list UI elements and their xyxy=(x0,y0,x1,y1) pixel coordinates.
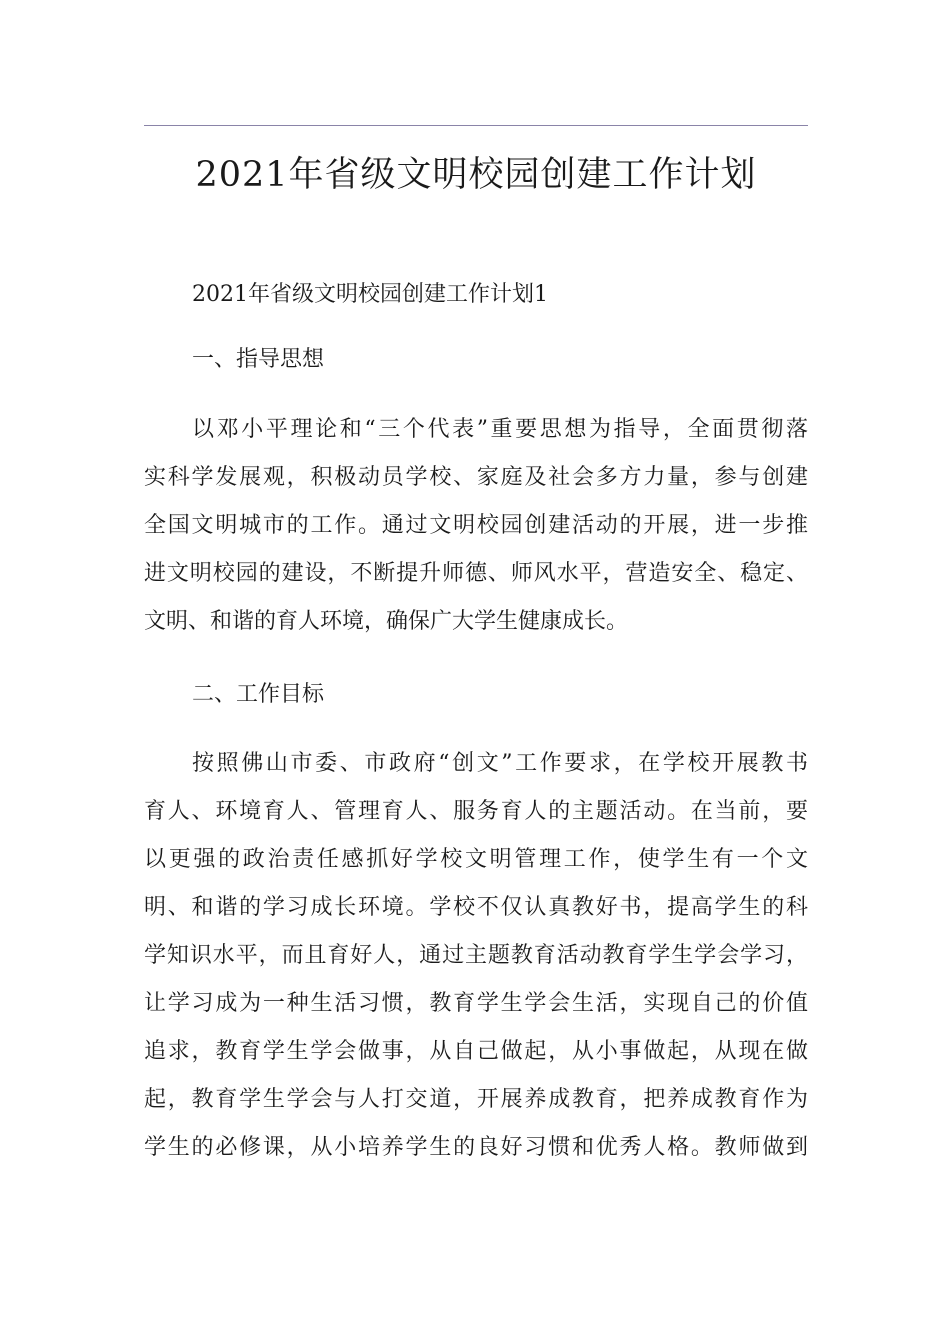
paragraph-line: 学知识水平，而且育好人，通过主题教育活动教育学生学会学习， xyxy=(144,943,808,968)
paragraph-line: 追求，教育学生学会做事，从自己做起，从小事做起，从现在做 xyxy=(144,1039,808,1064)
paragraph-line: 进文明校园的建设，不断提升师德、师风水平，营造安全、稳定、 xyxy=(144,561,808,586)
paragraph-line: 起，教育学生学会与人打交道，开展养成教育，把养成教育作为 xyxy=(144,1087,808,1112)
paragraph-line: 明、和谐的学习成长环境。学校不仅认真教好书，提高学生的科 xyxy=(144,895,808,920)
paragraph-line: 让学习成为一种生活习惯，教育学生学会生活，实现自己的价值 xyxy=(144,991,808,1016)
section-heading-guiding-ideology: 一、指导思想 xyxy=(192,347,325,372)
header-rule xyxy=(144,125,808,126)
paragraph-line: 按照佛山市委、市政府“创文”工作要求，在学校开展教书 xyxy=(192,751,808,776)
document-subtitle: 2021年省级文明校园创建工作计划1 xyxy=(192,282,548,307)
paragraph-line: 实科学发展观，积极动员学校、家庭及社会多方力量，参与创建 xyxy=(144,465,808,490)
section-paragraph-guiding-ideology xyxy=(144,406,808,646)
paragraph-line: 学生的必修课，从小培养学生的良好习惯和优秀人格。教师做到 xyxy=(144,1135,808,1160)
paragraph-line: 文明、和谐的育人环境，确保广大学生健康成长。 xyxy=(144,609,629,634)
paragraph-line: 育人、环境育人、管理育人、服务育人的主题活动。在当前，要 xyxy=(144,799,808,824)
paragraph-line: 以邓小平理论和“三个代表”重要思想为指导，全面贯彻落 xyxy=(192,417,808,442)
paragraph-line: 以更强的政治责任感抓好学校文明管理工作，使学生有一个文 xyxy=(144,847,808,872)
paragraph-line: 全国文明城市的工作。通过文明校园创建活动的开展，进一步推 xyxy=(144,513,808,538)
section-paragraph-work-goals xyxy=(144,740,808,1172)
section-heading-work-goals: 二、工作目标 xyxy=(192,682,325,707)
document-title: 2021年省级文明校园创建工作计划 xyxy=(195,155,757,195)
